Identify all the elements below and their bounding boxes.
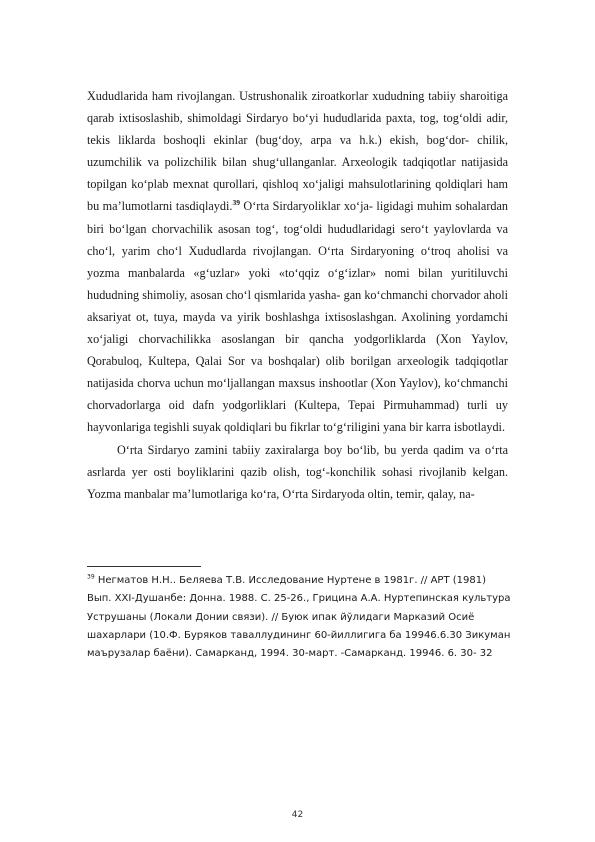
paragraph-1-part-b: O‘rta Sirdaryoliklar xo‘ja- ligidagi muhim sohalardan biri bo‘lgan chorvachilik asosan tog‘, tog‘oldi hududlaridagi sero‘t yaylovlarda va cho‘l, yarim cho‘l Xududlarda rivojlangan. O‘rta Sirdaryoning o‘troq aholisi va yozma manbalarda «g‘uzlar» yoki «to‘qqiz o‘g‘izlar» nomi bilan yuritiluvchi hududning shimoliy, asosan cho‘l qismlarida yasha- gan ko‘chmanchi chorvador aholi aksariyat ot, tuya, mayda va yirik boshlashga ixtisoslashgan. Axolining yordamchi xo‘jaligi chorvachilikka asoslangan bir qancha yodgorliklarda (Xon Yaylov, Qorabuloq, Kultepa, Qalai Sor va boshqalar) olib borilgan arxeologik tadqiqotlar natijasida chorva uchun mo‘ljallangan maxsus inshootlar (Xon Yaylov), ko‘chmanchi chorvadorlarga oid dafn yodgorliklari (Kultepa, Tepai Pirmuhammad) turli uy hayvonlariga tegishli suyak qoldiqlari bu fikrlar to‘g‘riligini yana bir karra isbotlaydi. [87,199,508,435]
paragraph-1 [87,85,508,439]
footnote-reference[interactable]: 39 [232,198,240,208]
footnote [87,572,511,663]
page-number: 42 [291,810,304,820]
footnote-separator [87,566,201,567]
footnote-number: 39 [87,573,95,581]
body-text [87,85,508,505]
paragraph-2: O‘rta Sirdaryo zamini tabiiy zaxiralarga boy bo‘lib, bu yerda qadim va o‘rta asrlarda yer osti boyliklarini qazib olish, tog‘-konchilik sohasi rivojlanib kelgan. Yozma manbalar ma’lumotlariga ko‘ra, O‘rta Sirdaryoda oltin, temir, qalay, na- [87,442,508,501]
footnote-text: Негматов Н.Н.. Беляева Т.В. Исследование Нуртене в 1981г. // АРТ (1981) Вып. XXI-Душанбе: Донна. 1988. С. 25-26., Грицина А.А. Нуртепинская культура Уструшаны (Локали Донии связи). // Буюк ипак йўлидаги Марказий Осиё шахарлари (10.Ф. Буряков таваллудининг 60-йиллигига ба 19946.6.30 Зикуман маърузалар баёни). Самарканд, 1994. 30-март. -Самарканд. 19946. 6. 30- 32 [87,575,511,660]
paragraph-1-part-a: Xududlarida ham rivojlangan. Ustrushonalik ziroatkorlar xududning tabiiy sharoitiga qarab ixtisoslashib, shimoldagi Sirdaryo bo‘yi hududlarida paxta, tog, tog‘oldi adir, tekis liklarda boshoqli ekinlar (bug‘doy, arpa va h.k.) ekish, bog‘dor- chilik, uzumchilik va polizchilik bilan shug‘ullanganlar. Arxeologik tadqiqotlar natijasida topilgan ko‘plab mexnat qurollari, qishloq xo‘jaligi mahsulotlarining qoldiqlari ham bu ma’lumotlarni tasdiqlaydi. [87,89,508,214]
